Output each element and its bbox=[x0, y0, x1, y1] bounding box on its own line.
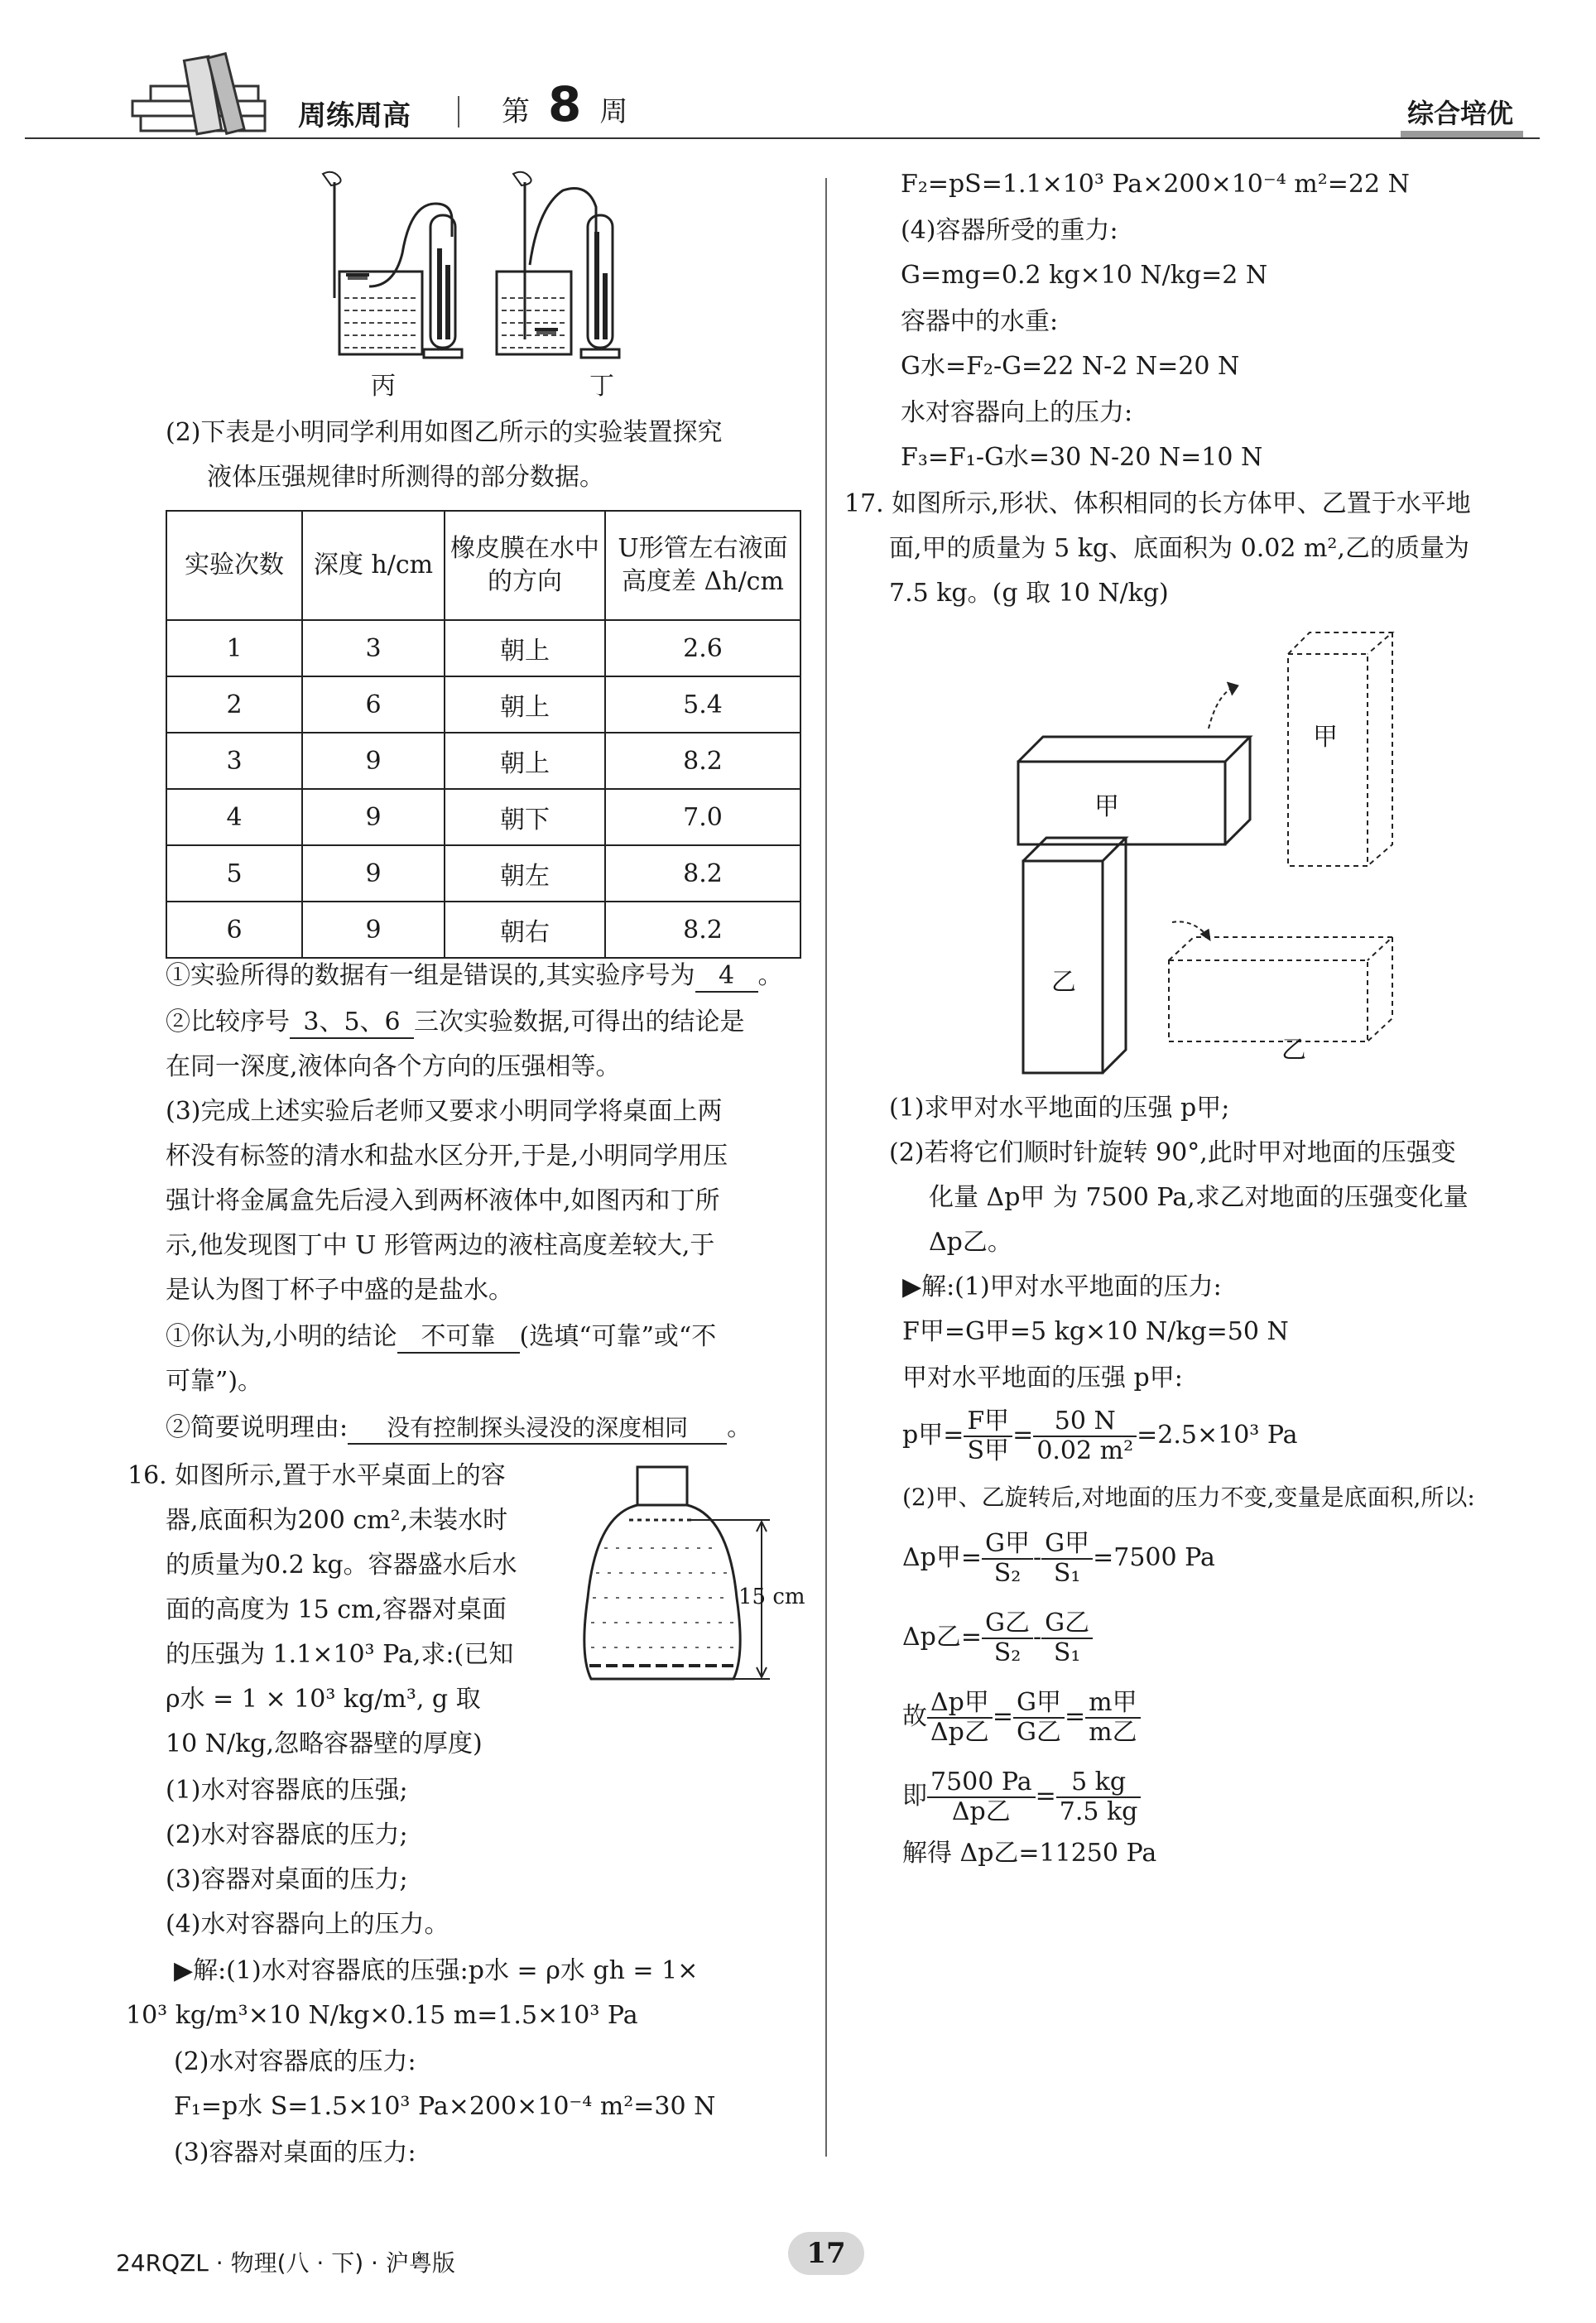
r-line7: F₃=F₁-G水=30 N-20 N=10 N bbox=[901, 443, 1263, 472]
q17-line3: 7.5 kg。(g 取 10 N/kg) bbox=[889, 579, 1169, 608]
pressure-gauge-figure bbox=[306, 166, 637, 364]
header-section: 综合培优 bbox=[1407, 98, 1514, 129]
q17-solution-line3: 甲对水平地面的压强 p甲: bbox=[902, 1364, 1183, 1392]
table-cell: 5 bbox=[166, 845, 302, 902]
table-row bbox=[166, 676, 800, 733]
solve-arrow-icon: ▶ bbox=[902, 1272, 922, 1301]
header-separator bbox=[458, 96, 459, 127]
q3-a-answer: 不可靠 bbox=[397, 1322, 520, 1354]
c1-end: 。 bbox=[757, 961, 783, 990]
q17-sub2-line1: (2)若将它们顺时针旋转 90°,此时甲对地面的压强变 bbox=[889, 1138, 1456, 1167]
q17-solution-line1 bbox=[902, 1270, 1222, 1305]
table-header: 橡皮膜在水中的方向 bbox=[445, 511, 605, 620]
r-line4: 容器中的水重: bbox=[901, 307, 1059, 336]
fraction bbox=[1041, 1609, 1093, 1667]
table-cell: 8.2 bbox=[605, 733, 800, 789]
table-cell: 8.2 bbox=[605, 845, 800, 902]
formula-ratio bbox=[902, 1689, 1141, 1747]
q16-solution-line5: (3)容器对桌面的压力: bbox=[174, 2138, 416, 2167]
f-text: = bbox=[1035, 1782, 1056, 1811]
table-cell: 3 bbox=[302, 620, 445, 676]
block-jia-standing bbox=[1288, 632, 1392, 866]
page-number: 17 bbox=[788, 2232, 864, 2275]
table-row bbox=[166, 845, 800, 902]
s1-text: 解:(1)甲对水平地面的压力: bbox=[921, 1272, 1222, 1301]
table-cell: 朝下 bbox=[445, 789, 605, 845]
fraction bbox=[1056, 1768, 1142, 1826]
footer-book-code: 24RQZL · 物理(八 · 下) · 沪粤版 bbox=[116, 2249, 455, 2277]
c2-line2: 在同一深度,液体向各个方向的压强相等。 bbox=[166, 1052, 621, 1081]
q16-sub2: (2)水对容器底的压力; bbox=[166, 1820, 408, 1849]
table-cell: 8.2 bbox=[605, 902, 800, 958]
table-cell: 9 bbox=[302, 902, 445, 958]
table-cell: 5.4 bbox=[605, 676, 800, 733]
numerator: Δp甲 bbox=[927, 1689, 993, 1719]
numerator: F甲 bbox=[964, 1407, 1012, 1437]
q17-solution-line2: F甲=G甲=5 kg×10 N/kg=50 N bbox=[902, 1317, 1289, 1346]
sol-text: 解:(1)水对容器底的压强:p水 = ρ水 gh = 1× bbox=[193, 1956, 699, 1985]
q3-line5: 是认为图丁杯子中盛的是盐水。 bbox=[166, 1276, 513, 1305]
q17-line1: 17. 如图所示,形状、体积相同的长方体甲、乙置于水平地 bbox=[844, 489, 1471, 518]
table-row bbox=[166, 902, 800, 958]
fraction bbox=[982, 1530, 1033, 1588]
figure-ding-apparatus bbox=[497, 172, 619, 358]
formula-dp-jia bbox=[902, 1530, 1215, 1588]
f-text: - bbox=[1032, 1623, 1042, 1652]
column-divider bbox=[825, 178, 827, 2157]
label-yi-standing: 乙 bbox=[1051, 968, 1076, 997]
q3-a-line bbox=[166, 1320, 716, 1354]
q16-solution-line2: 10³ kg/m³×10 N/kg×0.15 m=1.5×10³ Pa bbox=[126, 2001, 638, 2030]
c2-line bbox=[166, 1005, 745, 1040]
numerator: G乙 bbox=[1041, 1609, 1093, 1639]
c2-answer: 3、5、6 bbox=[290, 1008, 414, 1039]
fraction bbox=[1013, 1689, 1065, 1747]
c1-answer: 4 bbox=[695, 961, 758, 993]
denominator: S₁ bbox=[1053, 1559, 1081, 1588]
denominator: S₂ bbox=[993, 1638, 1022, 1667]
q2-line2: 液体压强规律时所测得的部分数据。 bbox=[207, 463, 604, 492]
solve-arrow-icon: ▶ bbox=[174, 1956, 194, 1985]
r-line3: G=mg=0.2 kg×10 N/kg=2 N bbox=[901, 261, 1268, 290]
f-text: = bbox=[1064, 1702, 1086, 1731]
q16-line4: 面的高度为 15 cm,容器对桌面 bbox=[166, 1595, 507, 1624]
height-label: 15 cm bbox=[738, 1585, 805, 1609]
f-text: =7500 Pa bbox=[1093, 1543, 1215, 1572]
table-cell: 4 bbox=[166, 789, 302, 845]
table-cell: 9 bbox=[302, 845, 445, 902]
denominator: 7.5 kg bbox=[1059, 1797, 1138, 1826]
q3-line2: 杯没有标签的清水和盐水区分开,于是,小明同学用压 bbox=[166, 1142, 728, 1171]
week-suffix: 周 bbox=[599, 95, 628, 128]
f-text: - bbox=[1032, 1543, 1042, 1572]
q3-line3: 强计将金属盒先后浸入到两杯液体中,如图丙和丁所 bbox=[166, 1186, 720, 1215]
q16-solution-line3: (2)水对容器底的压力: bbox=[174, 2047, 416, 2076]
q17-line2: 面,甲的质量为 5 kg、底面积为 0.02 m²,乙的质量为 bbox=[889, 534, 1469, 563]
q2-line1: (2)下表是小明同学利用如图乙所示的实验装置探究 bbox=[166, 418, 723, 447]
table-cell: 2.6 bbox=[605, 620, 800, 676]
fraction bbox=[982, 1609, 1033, 1667]
c2-text-post: 三次实验数据,可得出的结论是 bbox=[414, 1008, 745, 1036]
denominator: S₁ bbox=[1053, 1638, 1081, 1667]
table-header: U形管左右液面高度差 Δh/cm bbox=[605, 511, 800, 620]
f-text: 故 bbox=[902, 1702, 927, 1731]
table-row bbox=[166, 789, 800, 845]
table-cell: 7.0 bbox=[605, 789, 800, 845]
figure-label-ding: 丁 bbox=[589, 372, 614, 401]
table-cell: 朝左 bbox=[445, 845, 605, 902]
numerator: G甲 bbox=[982, 1530, 1033, 1560]
table-cell: 6 bbox=[166, 902, 302, 958]
q3-a-text: ①你认为,小明的结论 bbox=[166, 1322, 397, 1351]
q17-solution-line5: (2)甲、乙旋转后,对地面的压力不变,变量是底面积,所以: bbox=[902, 1484, 1475, 1511]
week-number: 8 bbox=[548, 76, 582, 132]
table-header: 深度 h/cm bbox=[302, 511, 445, 620]
q16-sub4: (4)水对容器向上的压力。 bbox=[166, 1910, 449, 1939]
table-cell: 2 bbox=[166, 676, 302, 733]
blocks-figure bbox=[1010, 621, 1407, 1085]
header-week bbox=[502, 76, 627, 132]
r-line5: G水=F₂-G=22 N-2 N=20 N bbox=[901, 352, 1240, 381]
denominator: Δp乙 bbox=[930, 1718, 989, 1747]
header-rule bbox=[25, 137, 1540, 139]
table-row bbox=[166, 733, 800, 789]
q3-b-answer: 没有控制探头浸没的深度相同 bbox=[348, 1413, 727, 1445]
table-cell: 6 bbox=[302, 676, 445, 733]
fraction bbox=[927, 1768, 1036, 1826]
experiment-table bbox=[166, 510, 801, 959]
figure-bing-apparatus bbox=[323, 172, 462, 358]
c2-text: ②比较序号 bbox=[166, 1008, 290, 1036]
denominator: S甲 bbox=[967, 1436, 1010, 1465]
denominator: m乙 bbox=[1089, 1718, 1137, 1747]
q3-b-line bbox=[166, 1411, 752, 1445]
table-cell: 朝上 bbox=[445, 733, 605, 789]
numerator: 5 kg bbox=[1056, 1768, 1142, 1798]
c1-line bbox=[166, 959, 783, 993]
table-cell: 朝上 bbox=[445, 620, 605, 676]
table-header-row bbox=[166, 511, 800, 620]
table-cell: 9 bbox=[302, 789, 445, 845]
table-row bbox=[166, 620, 800, 676]
formula-dp-yi bbox=[902, 1609, 1093, 1667]
fraction bbox=[964, 1407, 1012, 1465]
f-text: 即 bbox=[902, 1782, 927, 1811]
f-text: = bbox=[1012, 1421, 1034, 1450]
q3-line1: (3)完成上述实验后老师又要求小明同学将桌面上两 bbox=[166, 1097, 723, 1126]
q16-line3: 的质量为0.2 kg。容器盛水后水 bbox=[166, 1551, 517, 1580]
table-cell: 9 bbox=[302, 733, 445, 789]
f-text: Δp甲= bbox=[902, 1543, 983, 1572]
f-text: p甲= bbox=[902, 1421, 964, 1450]
numerator: G甲 bbox=[1041, 1530, 1093, 1560]
books-logo-icon bbox=[124, 50, 290, 139]
q16-solution-line1 bbox=[174, 1954, 698, 1989]
label-yi-lying: 乙 bbox=[1281, 1036, 1306, 1065]
fraction bbox=[1085, 1689, 1140, 1747]
r-line6: 水对容器向上的压力: bbox=[901, 398, 1133, 427]
figure-label-bing: 丙 bbox=[371, 372, 396, 401]
q16-line5: 的压强为 1.1×10³ Pa,求:(已知 bbox=[166, 1640, 514, 1669]
q16-sub3: (3)容器对桌面的压力; bbox=[166, 1865, 408, 1894]
table-cell: 1 bbox=[166, 620, 302, 676]
block-yi-standing bbox=[1023, 838, 1126, 1073]
denominator: G乙 bbox=[1017, 1718, 1061, 1747]
q3-b-end: 。 bbox=[727, 1413, 752, 1442]
q3-line4: 示,他发现图丁中 U 形管两边的液柱高度差较大,于 bbox=[166, 1231, 715, 1260]
q17-sub2-line3: Δp乙。 bbox=[929, 1228, 1012, 1257]
q3-b-text: ②简要说明理由: bbox=[166, 1413, 349, 1442]
q16-solution-line4: F₁=p水 S=1.5×10³ Pa×200×10⁻⁴ m²=30 N bbox=[174, 2092, 716, 2121]
table-header: 实验次数 bbox=[166, 511, 302, 620]
q16-line6: ρ水 = 1 × 10³ kg/m³, g 取 bbox=[166, 1685, 481, 1714]
q16-sub1: (1)水对容器底的压强; bbox=[166, 1776, 408, 1805]
fraction bbox=[1041, 1530, 1093, 1588]
denominator: 0.02 m² bbox=[1036, 1436, 1134, 1465]
numerator: G乙 bbox=[982, 1609, 1033, 1639]
block-jia-lying bbox=[1018, 737, 1250, 844]
numerator: m甲 bbox=[1085, 1689, 1140, 1719]
week-prefix: 第 bbox=[502, 95, 530, 128]
table-cell: 朝上 bbox=[445, 676, 605, 733]
f-text: = bbox=[992, 1702, 1014, 1731]
label-jia-standing: 甲 bbox=[1313, 723, 1338, 752]
f-text: Δp乙= bbox=[902, 1623, 983, 1652]
formula-p-jia bbox=[902, 1407, 1298, 1465]
q16-line1: 16. 如图所示,置于水平桌面上的容 bbox=[127, 1461, 506, 1490]
denominator: Δp乙 bbox=[951, 1797, 1011, 1826]
denominator: S₂ bbox=[993, 1559, 1022, 1588]
numerator: 7500 Pa bbox=[927, 1768, 1036, 1798]
r-line1: F₂=pS=1.1×10³ Pa×200×10⁻⁴ m²=22 N bbox=[901, 170, 1410, 199]
label-jia-lying: 甲 bbox=[1094, 792, 1119, 821]
q16-line2: 器,底面积为200 cm²,未装水时 bbox=[166, 1506, 508, 1535]
table-cell: 3 bbox=[166, 733, 302, 789]
numerator: G甲 bbox=[1013, 1689, 1065, 1719]
table-cell: 朝右 bbox=[445, 902, 605, 958]
q17-sub1: (1)求甲对水平地面的压强 p甲; bbox=[889, 1094, 1230, 1123]
formula-substitute bbox=[902, 1768, 1141, 1826]
q3-a-text-post: (选填“可靠”或“不 bbox=[519, 1322, 717, 1351]
header-title: 周练周高 bbox=[298, 99, 411, 132]
q17-final-answer: 解得 Δp乙=11250 Pa bbox=[902, 1839, 1157, 1868]
block-yi-lying bbox=[1169, 937, 1392, 1041]
fraction bbox=[927, 1689, 993, 1747]
q16-line7: 10 N/kg,忽略容器壁的厚度) bbox=[166, 1729, 483, 1758]
c1-text: ①实验所得的数据有一组是错误的,其实验序号为 bbox=[166, 961, 695, 990]
numerator: 50 N bbox=[1033, 1407, 1137, 1437]
f-text: =2.5×10³ Pa bbox=[1137, 1421, 1298, 1450]
fraction bbox=[1033, 1407, 1137, 1465]
q3-a-line2: 可靠”)。 bbox=[166, 1367, 263, 1396]
q17-sub2-line2: 化量 Δp甲 为 7500 Pa,求乙对地面的压强变化量 bbox=[929, 1183, 1469, 1212]
r-line2: (4)容器所受的重力: bbox=[901, 216, 1118, 245]
